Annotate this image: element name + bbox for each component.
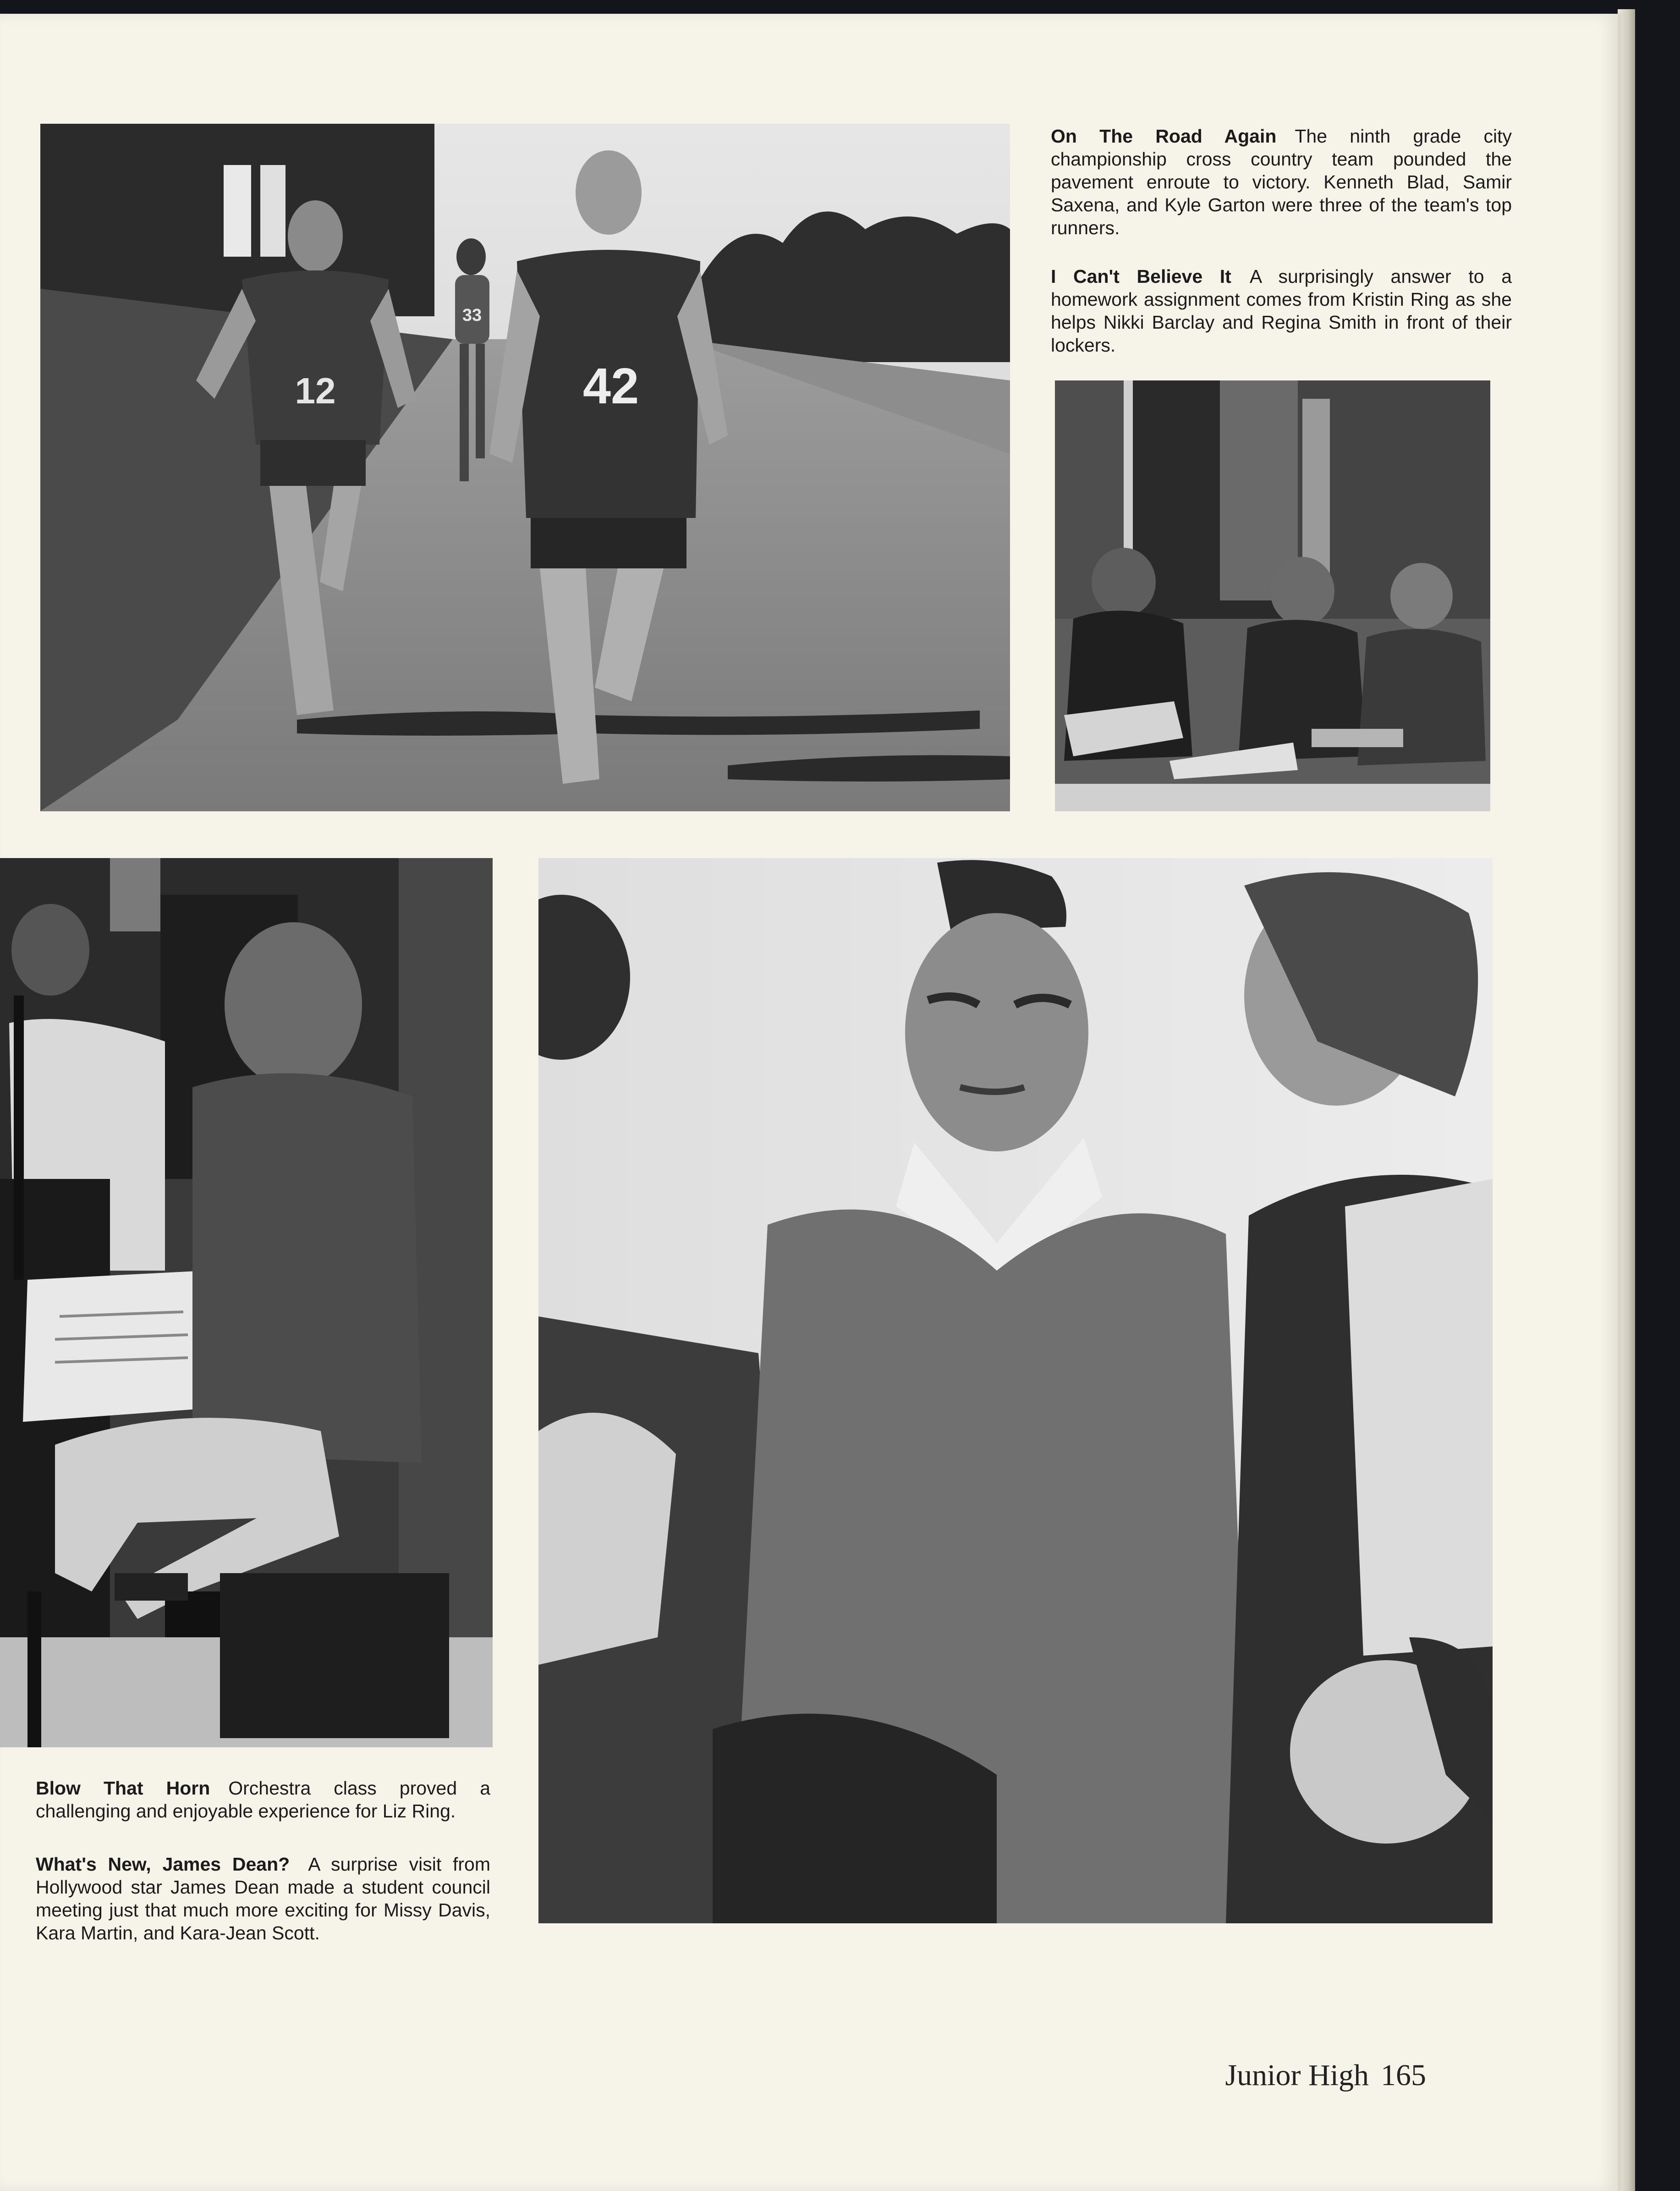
page-number: 165 <box>1381 2059 1426 2092</box>
caption-body: The ninth grade city championship cross country team pounded the pavement enroute to victory. Kenneth Blad, Samir Saxena, and Kyle Garton were three of the team's top runners. <box>1051 126 1512 238</box>
caption-body: A surprisingly answer to a homework assignment comes from Kristin Ring as she helps Nikki Barclay and Regina Smith in front of their lockers. <box>1051 266 1512 356</box>
photo-orchestra-class <box>0 858 493 1747</box>
caption-body: A surprise visit from Hollywood star James Dean made a student council meeting just that much more exciting for Missy Davis, Kara Martin, and Kara-Jean Scott. <box>36 1854 490 1943</box>
jersey-number-12: 12 <box>295 370 336 411</box>
caption-headline: I Can't Believe It <box>1051 266 1231 287</box>
jersey-number-33: 33 <box>462 306 482 325</box>
photo-cross-country-runners <box>40 124 1010 811</box>
jersey-number-42: 42 <box>582 358 639 414</box>
caption-headline: Blow That Horn <box>36 1778 210 1799</box>
caption-headline: What's New, James Dean? <box>36 1854 290 1875</box>
page-folio <box>1225 2058 1427 2093</box>
caption-body: Orchestra class proved a challenging and enjoyable experience for Liz Ring. <box>36 1778 490 1822</box>
yearbook-page <box>0 14 1621 2191</box>
photo-students-at-lockers <box>1055 380 1490 811</box>
caption-i-cant-believe-it <box>1051 265 1512 357</box>
photo-james-dean-visit <box>538 858 1493 1923</box>
folio-section: Junior High <box>1225 2059 1369 2092</box>
caption-on-the-road-again <box>1051 125 1512 239</box>
caption-headline: On The Road Again <box>1051 126 1277 147</box>
caption-whats-new-james-dean <box>36 1853 490 1944</box>
caption-blow-that-horn <box>36 1777 490 1822</box>
